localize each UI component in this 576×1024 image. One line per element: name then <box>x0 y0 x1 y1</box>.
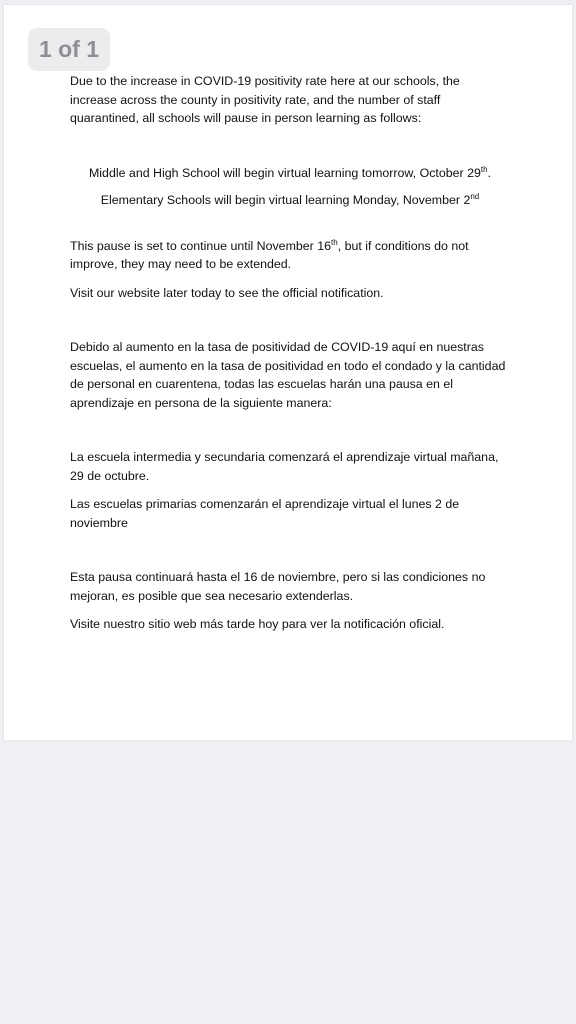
elementary-announcement <box>70 191 510 210</box>
middle-high-text: Middle and High School will begin virtual learning tomorrow, October 29 <box>88 165 481 180</box>
middle-high-announcement <box>70 164 510 183</box>
page-indicator: 1 of 1 <box>28 28 110 71</box>
ordinal-suffix: nd <box>470 191 480 201</box>
pause-text-before: This pause is set to continue until November 16 <box>70 238 332 253</box>
spanish-intro-paragraph: Debido al aumento en la tasa de positividad de COVID-19 aquí en nuestras escuelas, el aumento en la tasa de positividad en todo el condado y la cantidad de personal en cuarentena, todas las escuelas harán una pausa en el aprendizaje en persona de la siguiente manera: <box>70 340 506 410</box>
spanish-elementary-paragraph: Las escuelas primarias comenzarán el aprendizaje virtual el lunes 2 de noviembre <box>70 497 460 530</box>
document-body <box>70 72 510 634</box>
ordinal-suffix: th <box>480 164 488 174</box>
sentence-end: . <box>487 165 491 180</box>
ordinal-suffix: th <box>331 237 338 247</box>
spanish-pause-paragraph: Esta pausa continuará hasta el 16 de noviembre, pero si las condiciones no mejoran, es posible que sea necesario extenderlas. <box>70 570 486 603</box>
document-page[interactable] <box>4 5 572 740</box>
website-paragraph: Visit our website later today to see the official notification. <box>70 285 384 300</box>
pause-text-after: , but if conditions do not improve, they may need to be extended. <box>70 238 469 271</box>
spanish-website-paragraph: Visite nuestro sitio web más tarde hoy para ver la notificación oficial. <box>70 617 445 631</box>
pause-paragraph <box>70 237 510 274</box>
elementary-text: Elementary Schools will begin virtual learning Monday, November 2 <box>100 193 471 207</box>
english-intro-paragraph: Due to the increase in COVID-19 positivity rate here at our schools, the increase across the county in positivity rate, and the number of staff quarantined, all schools will pause in person learning as follows: <box>70 74 460 125</box>
spanish-middle-high-paragraph: La escuela intermedia y secundaria comenzará el aprendizaje virtual mañana, 29 de octubre. <box>70 450 499 483</box>
